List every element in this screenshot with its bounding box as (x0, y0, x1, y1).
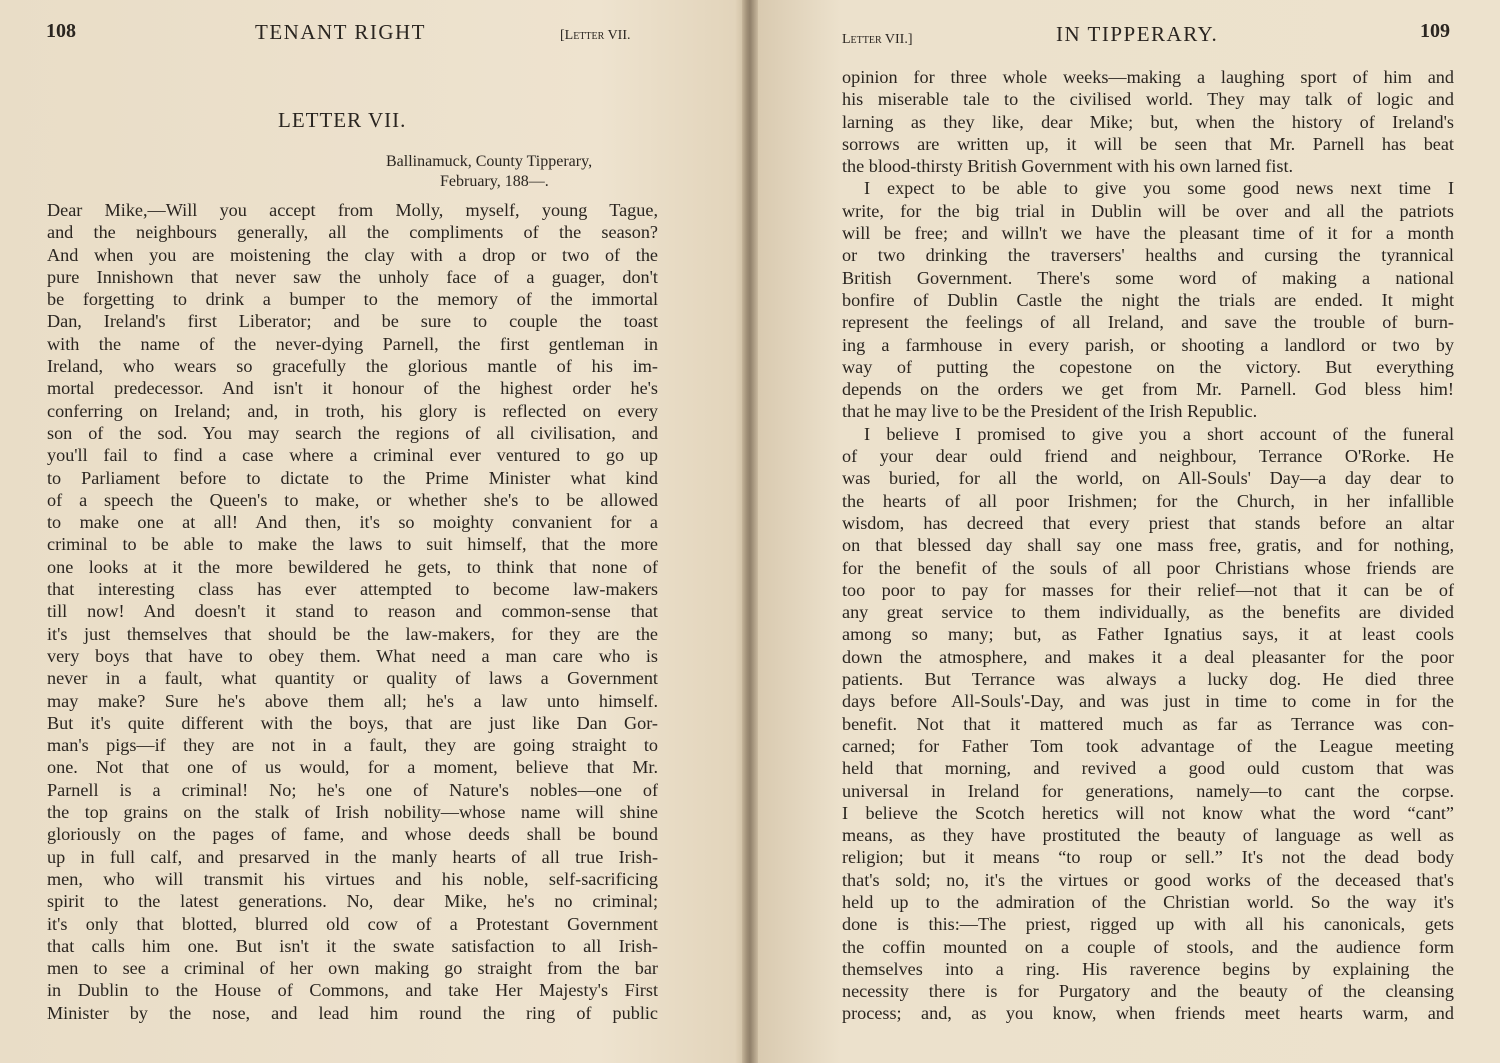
text-line: Dan, Ireland's first Liberator; and be sure to couple the toast (47, 311, 658, 332)
text-line: be forgetting to drink a bumper to the memory of the immortal (47, 289, 658, 310)
text-line: sorrows are written up, it will be seen that Mr. Parnell has beat (842, 133, 1454, 154)
text-line: carned; for Father Tom took advantage of the League meeting (842, 735, 1454, 756)
right-page-text (842, 66, 1454, 1025)
text-line: it's just themselves that should be the law-makers, for they are the (47, 623, 658, 644)
text-line: benefit. Not that it mattered much as far as Terrance was con- (842, 713, 1454, 734)
text-line: held that morning, and revived a good ould custom that was (842, 758, 1454, 779)
text-line: gloriously on the pages of fame, and whose deeds shall be bound (47, 824, 658, 845)
text-line: or two drinking the traversers' healths and cursing the tyrannical (842, 245, 1454, 266)
running-title: TENANT RIGHT (255, 20, 427, 44)
text-line: held up to the admiration of the Christian world. So the way it's (842, 891, 1454, 912)
text-line: But it's quite different with the boys, that are just like Dan Gor- (47, 712, 658, 733)
text-line: with the name of the never-dying Parnell, the first gentleman in (47, 333, 658, 354)
text-line: will be free; and willn't we have the pleasant time of it for a month (842, 223, 1454, 244)
text-line: that's sold; no, it's the virtues or good works of the deceased that's (842, 869, 1454, 890)
text-line: British Government. There's some word of making a national (842, 267, 1454, 288)
letter-date: February, 188—. (440, 173, 549, 190)
text-line: his miserable tale to the civilised world. They may talk of logic and (842, 89, 1454, 110)
text-line: on that blessed day shall say one mass free, gratis, and for nothing, (842, 535, 1454, 556)
text-line: and the neighbours generally, all the compliments of the season? (47, 222, 658, 243)
text-line: means, as they have prostituted the beauty of language as well as (842, 825, 1454, 846)
text-line: of your dear ould friend and neighbour, Terrance O'Rorke. He (842, 446, 1454, 467)
text-line: that he may live to be the President of the Irish Republic. (842, 401, 1258, 422)
text-line: among so many; but, as Father Ignatius says, it at least cools (842, 624, 1454, 645)
text-line: it's only that blotted, blurred old cow of a Protestant Government (47, 913, 658, 934)
text-line: wisdom, has decreed that every priest that stands before an altar (842, 512, 1454, 533)
text-line: I believe the Scotch heretics will not know what the word “cant” (842, 802, 1454, 823)
text-line: one. Not that one of us would, for a moment, believe that Mr. (47, 757, 658, 778)
running-title: IN TIPPERARY. (1056, 22, 1219, 46)
text-line: depends on the orders we get from Mr. Parnell. God bless him! (842, 379, 1454, 400)
text-line: to Parliament before to dictate to the Prime Minister what kind (47, 467, 658, 488)
text-line: way of putting the copestone on the victory. But everything (842, 356, 1454, 377)
text-line: bonfire of Dublin Castle the night the trials are ended. It might (842, 289, 1454, 310)
text-line: any great service to them individually, as the benefits are divided (842, 602, 1454, 623)
text-line: universal in Ireland for generations, namely—to cant the corpse. (842, 780, 1454, 801)
text-line: very boys that have to obey them. What need a man care who is (47, 645, 658, 666)
page-number: 108 (46, 20, 76, 42)
text-line: patients. But Terrance was always a lucky dog. He died three (842, 669, 1454, 690)
text-line: days before All-Souls'-Day, and was just in time to come in for the (842, 691, 1454, 712)
text-line: And when you are moistening the clay with a drop or two of the (47, 244, 658, 265)
book-gutter (742, 0, 758, 1063)
text-line: Minister by the nose, and lead him round the ring of public (47, 1002, 658, 1023)
right-page (758, 0, 1500, 1063)
text-line: the top grains on the stalk of Irish nobility—whose name will shine (47, 802, 658, 823)
text-line: larning as they like, dear Mike; but, when the history of Ireland's (842, 111, 1454, 132)
text-line: ing a farmhouse in every parish, or shooting a landlord or two by (842, 334, 1454, 355)
running-letter: Letter VII.] (842, 32, 913, 47)
text-line: conferring on Ireland; and, in troth, his glory is reflected on every (47, 400, 658, 421)
letter-heading: LETTER VII. (278, 108, 407, 132)
text-line: opinion for three whole weeks—making a laughing sport of him and (842, 67, 1454, 87)
text-line: son of the sod. You may search the regions of all civilisation, and (47, 422, 658, 443)
text-line: down the atmosphere, and makes it a deal pleasanter for the poor (842, 646, 1454, 667)
text-line: of a speech the Queen's to make, or whether she's to be allowed (47, 489, 658, 510)
text-line: never in a fault, what quantity or quality of laws a Government (47, 668, 658, 689)
text-line: represent the feelings of all Ireland, and save the trouble of burn- (842, 312, 1454, 333)
text-line: done is this:—The priest, rigged up with all his canonicals, gets (842, 914, 1454, 935)
text-line: in Dublin to the House of Commons, and take Her Majesty's First (47, 980, 658, 1001)
text-line: may make? Sure he's above them all; he's a law unto himself. (47, 690, 658, 711)
text-line: one looks at it the more bewildered he gets, to think that none of (47, 556, 658, 577)
text-line: the blood-thirsty British Government with his own larned fist. (842, 156, 1294, 177)
text-line: Ireland, who wears so gracefully the glorious mantle of his im- (47, 356, 658, 377)
text-line: I expect to be able to give you some good news next time I (864, 178, 1454, 199)
text-line: till now! And doesn't it stand to reason and common-sense that (47, 601, 658, 622)
running-letter: [Letter VII. (560, 28, 631, 43)
text-line: necessity there is for Purgatory and the beauty of the cleansing (842, 981, 1454, 1002)
text-line: that calls him one. But isn't it the swate satisfaction to all Irish- (47, 935, 658, 956)
text-line: criminal to be able to make the laws to suit himself, that the more (47, 534, 658, 555)
text-line: men to see a criminal of her own making go straight from the bar (47, 958, 658, 979)
text-line: religion; but it means “to roup or sell.” It's not the dead body (842, 847, 1454, 868)
text-line: the hearts of all poor Irishmen; for the Church, in her infallible (842, 490, 1454, 511)
left-page (0, 0, 742, 1063)
text-line: mortal predecessor. And isn't it honour of the highest order he's (47, 378, 658, 399)
text-line: up in full calf, and presarved in the manly hearts of all true Irish- (47, 846, 658, 867)
text-line: too poor to pay for masses for their relief—not that it can be of (842, 579, 1454, 600)
text-line: I believe I promised to give you a short account of the funeral (864, 423, 1454, 444)
text-line: to make one at all! And then, it's so moighty convanient for a (47, 512, 658, 533)
text-line: Parnell is a criminal! No; he's one of Nature's nobles—one of (47, 779, 658, 800)
text-line: you'll fail to find a case where a criminal ever ventured to go up (47, 445, 658, 466)
text-line: men, who will transmit his virtues and his noble, self-sacrificing (47, 868, 658, 889)
text-line: pure Innishown that never saw the unholy face of a guager, don't (47, 266, 658, 287)
text-line: process; and, as you know, when friends meet hearts warm, and (842, 1003, 1454, 1024)
text-line: man's pigs—if they are not in a fault, they are going straight to (47, 735, 658, 756)
text-line: that interesting class has ever attempted to become law-makers (47, 579, 658, 600)
text-line: the coffin mounted on a couple of stools, and the audience form (842, 936, 1454, 957)
text-line: write, for the big trial in Dublin will be over and all the patriots (842, 200, 1454, 221)
text-line: for the benefit of the souls of all poor Christians whose friends are (842, 557, 1454, 578)
page-number: 109 (1420, 20, 1450, 42)
text-line: was buried, for all the world, on All-Souls' Day—a day dear to (842, 468, 1454, 489)
text-line: spirit to the latest generations. No, dear Mike, he's no criminal; (47, 891, 658, 912)
text-line: themselves into a ring. His raverence begins by explaining the (842, 958, 1454, 979)
left-page-text (47, 199, 658, 1024)
text-line: Dear Mike,—Will you accept from Molly, myself, young Tague, (47, 200, 658, 220)
letter-place: Ballinamuck, County Tipperary, (386, 153, 593, 170)
